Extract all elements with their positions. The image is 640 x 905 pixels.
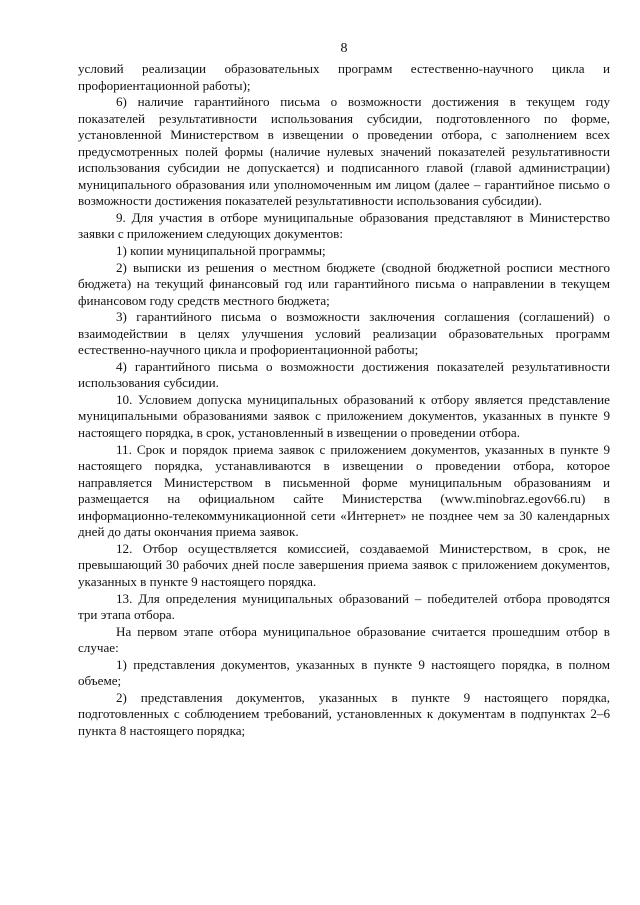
paragraph-first-stage-item-2: 2) представления документов, указанных в пункте 9 настоящего порядка, подготовленных с соблюдением требований, установленных к документам в подпунктах 2–6 пункта 8 настоящего порядка; bbox=[78, 689, 610, 738]
paragraph-first-stage-item-1: 1) представления документов, указанных в пункте 9 настоящего порядка, в полном объеме; bbox=[78, 656, 610, 689]
paragraph-clause-10: 10. Условием допуска муниципальных образований к отбору является представление муниципальными образованиями заявок с приложением документов, указанных в пункте 9 настоящего порядка, в срок, установленный в извещении о проведении отбора. bbox=[78, 391, 610, 441]
paragraph-subitem-6: 6) наличие гарантийного письма о возможности достижения в текущем году показателей результативности использования субсидии, подготовленного по форме, установленной Министерством в извещении о проведении отбора, с заполнением всех предусмотренных полей формы (наличие нулевых значений показателей результативности использования субсидии не допускается) и подписанного главой (главой администрации) муниципального образования или уполномоченным им лицом (далее – гарантийное письмо о возможности достижения показателей результативности использования субсидии). bbox=[78, 94, 610, 209]
paragraph-first-stage: На первом этапе отбора муниципальное образование считается прошедшим отбор в случае: bbox=[78, 623, 610, 656]
document-body bbox=[78, 61, 610, 739]
paragraph-clause-9: 9. Для участия в отборе муниципальные образования представляют в Министерство заявки с приложением следующих документов: bbox=[78, 209, 610, 242]
paragraph-clause-12: 12. Отбор осуществляется комиссией, создаваемой Министерством, в срок, не превышающий 30 рабочих дней после завершения приема заявок с приложением документов, указанных в пункте 9 настоящего порядка. bbox=[78, 540, 610, 589]
paragraph-clause-9-item-2: 2) выписки из решения о местном бюджете (сводной бюджетной росписи местного бюджета) на текущий финансовый год или гарантийного письма о направлении в текущем финансовом году средств местного бюджета; bbox=[78, 259, 610, 308]
paragraph-clause-9-item-4: 4) гарантийного письма о возможности достижения показателей результативности использования субсидии. bbox=[78, 358, 610, 391]
page-number: 8 bbox=[340, 41, 348, 56]
paragraph-clause-13: 13. Для определения муниципальных образований – победителей отбора проводятся три этапа отбора. bbox=[78, 590, 610, 623]
paragraph-continuation: условий реализации образовательных программ естественно-научного цикла и профориентационной работы); bbox=[78, 61, 610, 93]
paragraph-clause-9-item-3: 3) гарантийного письма о возможности заключения соглашения (соглашений) о взаимодействии в целях улучшения условий реализации образовательных программ естественно-научного цикла и профориентационной работы; bbox=[78, 309, 610, 358]
paragraph-clause-9-item-1: 1) копии муниципальной программы; bbox=[116, 243, 326, 259]
paragraph-clause-11: 11. Срок и порядок приема заявок с приложением документов, указанных в пункте 9 настоящего порядка, устанавливаются в извещении о проведении отбора, которое направляется Министерством в письменной форме муниципальным образованиям и размещается на официальном сайте Министерства (www.minobraz.egov66.ru) в информационно-телекоммуникационной сети «Интернет» не позднее чем за 30 календарных дней до даты окончания приема заявок. bbox=[78, 441, 610, 540]
